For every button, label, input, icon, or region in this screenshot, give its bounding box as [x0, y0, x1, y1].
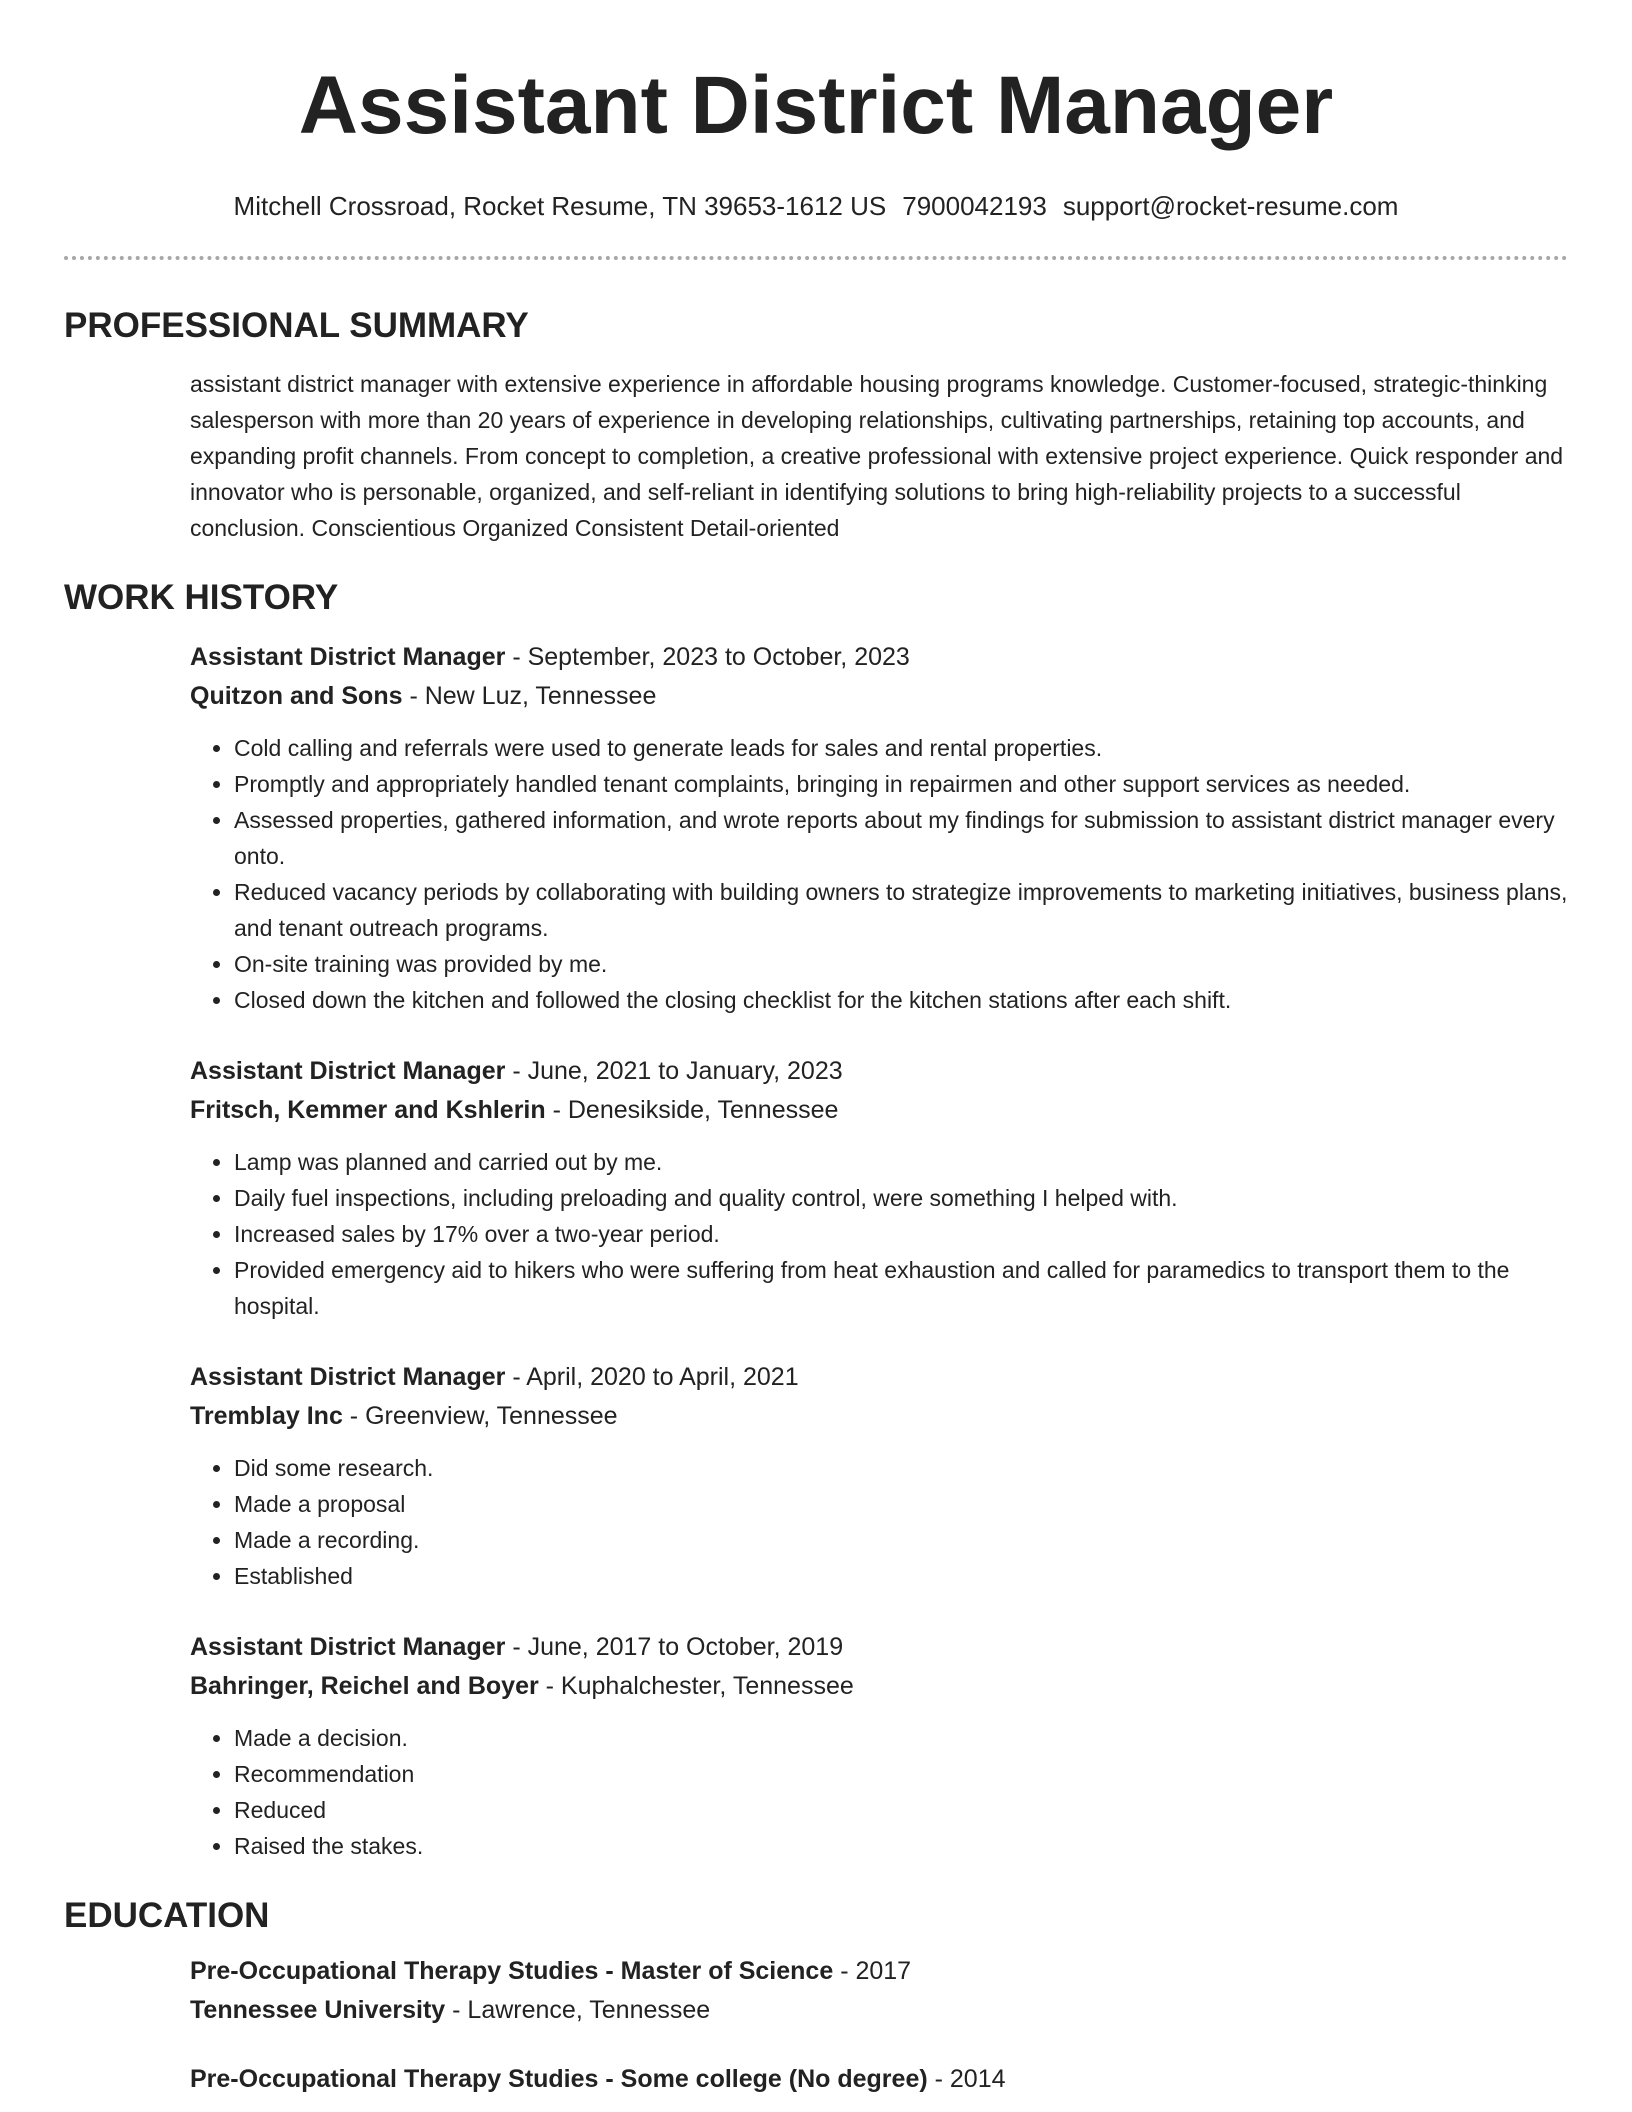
contact-line: [64, 188, 1568, 224]
job-dates: - June, 2021 to January, 2023: [505, 1057, 843, 1085]
job-entry: [190, 1358, 1568, 1594]
job-role: Assistant District Manager: [190, 1363, 506, 1391]
job-bullet: • Provided emergency aid to hikers who were suffering from heat exhaustion and called for paramedics to transport them to the hospital.: [234, 1252, 1568, 1324]
job-role: Assistant District Manager: [190, 1633, 506, 1661]
job-company-line: [190, 677, 1568, 716]
job-company-line: [190, 1091, 1568, 1130]
job-title-line: [190, 638, 1568, 677]
contact-phone: 7900042193: [902, 191, 1047, 221]
job-bullet: • Reduced: [234, 1792, 1568, 1828]
job-entry: [190, 638, 1568, 1018]
education-year: - 2017: [833, 1957, 912, 1985]
section-title-summary: PROFESSIONAL SUMMARY: [64, 306, 529, 345]
section-title-work-history: WORK HISTORY: [64, 578, 339, 617]
job-company: Fritsch, Kemmer and Kshlerin: [190, 1096, 546, 1124]
job-location: - Greenview, Tennessee: [342, 1402, 618, 1430]
job-title-line: [190, 1628, 1568, 1667]
job-bullet: • Recommendation: [234, 1756, 1568, 1792]
section-title-education: EDUCATION: [64, 1896, 270, 1935]
education-school-line: [190, 1991, 1568, 2030]
job-bullets: [190, 730, 1568, 1018]
education-school: Tennessee University: [190, 1996, 446, 2024]
job-bullet: • Established: [234, 1558, 1568, 1594]
contact-address: Mitchell Crossroad, Rocket Resume, TN 39653-1612 US: [233, 191, 887, 221]
resume-name: Assistant District Manager: [298, 60, 1334, 151]
job-location: - Kuphalchester, Tennessee: [538, 1672, 854, 1700]
job-bullets: [190, 1144, 1568, 1324]
job-company-line: [190, 1667, 1568, 1706]
job-company-line: [190, 1397, 1568, 1436]
job-dates: - September, 2023 to October, 2023: [505, 643, 910, 671]
job-dates: - April, 2020 to April, 2021: [505, 1363, 799, 1391]
job-entry: [190, 1628, 1568, 1864]
education-degree-line: [190, 1952, 1568, 1991]
job-entry: [190, 1052, 1568, 1324]
job-bullet: • Made a recording.: [234, 1522, 1568, 1558]
job-role: Assistant District Manager: [190, 643, 506, 671]
job-dates: - June, 2017 to October, 2019: [505, 1633, 844, 1661]
job-bullet: • On-site training was provided by me.: [234, 946, 1568, 982]
job-bullet: • Raised the stakes.: [234, 1828, 1568, 1864]
education-location: - Lawrence, Tennessee: [445, 1996, 711, 2024]
education-degree: Pre-Occupational Therapy Studies - Some college (No degree): [190, 2065, 928, 2093]
job-location: - New Luz, Tennessee: [402, 682, 657, 710]
education-degree-line: [190, 2060, 1568, 2099]
job-bullet: • Closed down the kitchen and followed the closing checklist for the kitchen stations after each shift.: [234, 982, 1568, 1018]
job-bullet: • Cold calling and referrals were used to generate leads for sales and rental properties.: [234, 730, 1568, 766]
job-bullet: • Lamp was planned and carried out by me.: [234, 1144, 1568, 1180]
summary-text: assistant district manager with extensive experience in affordable housing programs knowledge. Customer-focused, strategic-thinking salesperson with more than 20 years of experience in developing relationships, cultivating partnerships, retaining top accounts, and expanding profit channels. From concept to completion, a creative professional with extensive project experience. Quick responder and innovator who is personable, organized, and self-reliant in identifying solutions to bring high-reliability projects to a successful conclusion. Conscientious Organized Consistent Detail-oriented: [190, 371, 1564, 541]
job-bullet: • Assessed properties, gathered information, and wrote reports about my findings for submission to assistant district manager every onto.: [234, 802, 1568, 874]
contact-email: support@rocket-resume.com: [1062, 191, 1399, 221]
job-bullet: • Made a proposal: [234, 1486, 1568, 1522]
job-bullet: • Increased sales by 17% over a two-year period.: [234, 1216, 1568, 1252]
job-bullets: [190, 1720, 1568, 1864]
job-bullet: • Did some research.: [234, 1450, 1568, 1486]
job-company: Quitzon and Sons: [190, 682, 403, 710]
job-role: Assistant District Manager: [190, 1057, 506, 1085]
job-bullet: • Reduced vacancy periods by collaborating with building owners to strategize improvements to marketing initiatives, business plans, and tenant outreach programs.: [234, 874, 1568, 946]
header-divider: [64, 256, 1568, 260]
job-company: Tremblay Inc: [190, 1402, 343, 1430]
education-degree: Pre-Occupational Therapy Studies - Master of Science: [190, 1957, 834, 1985]
job-bullets: [190, 1450, 1568, 1594]
job-bullet: • Daily fuel inspections, including preloading and quality control, were something I helped with.: [234, 1180, 1568, 1216]
job-company: Bahringer, Reichel and Boyer: [190, 1672, 539, 1700]
job-bullet: • Made a decision.: [234, 1720, 1568, 1756]
education-entry: [190, 2060, 1568, 2099]
job-title-line: [190, 1052, 1568, 1091]
job-title-line: [190, 1358, 1568, 1397]
job-bullet: • Promptly and appropriately handled tenant complaints, bringing in repairmen and other support services as needed.: [234, 766, 1568, 802]
job-location: - Denesikside, Tennessee: [545, 1096, 839, 1124]
education-entry: [190, 1952, 1568, 2030]
education-year: - 2014: [927, 2065, 1006, 2093]
